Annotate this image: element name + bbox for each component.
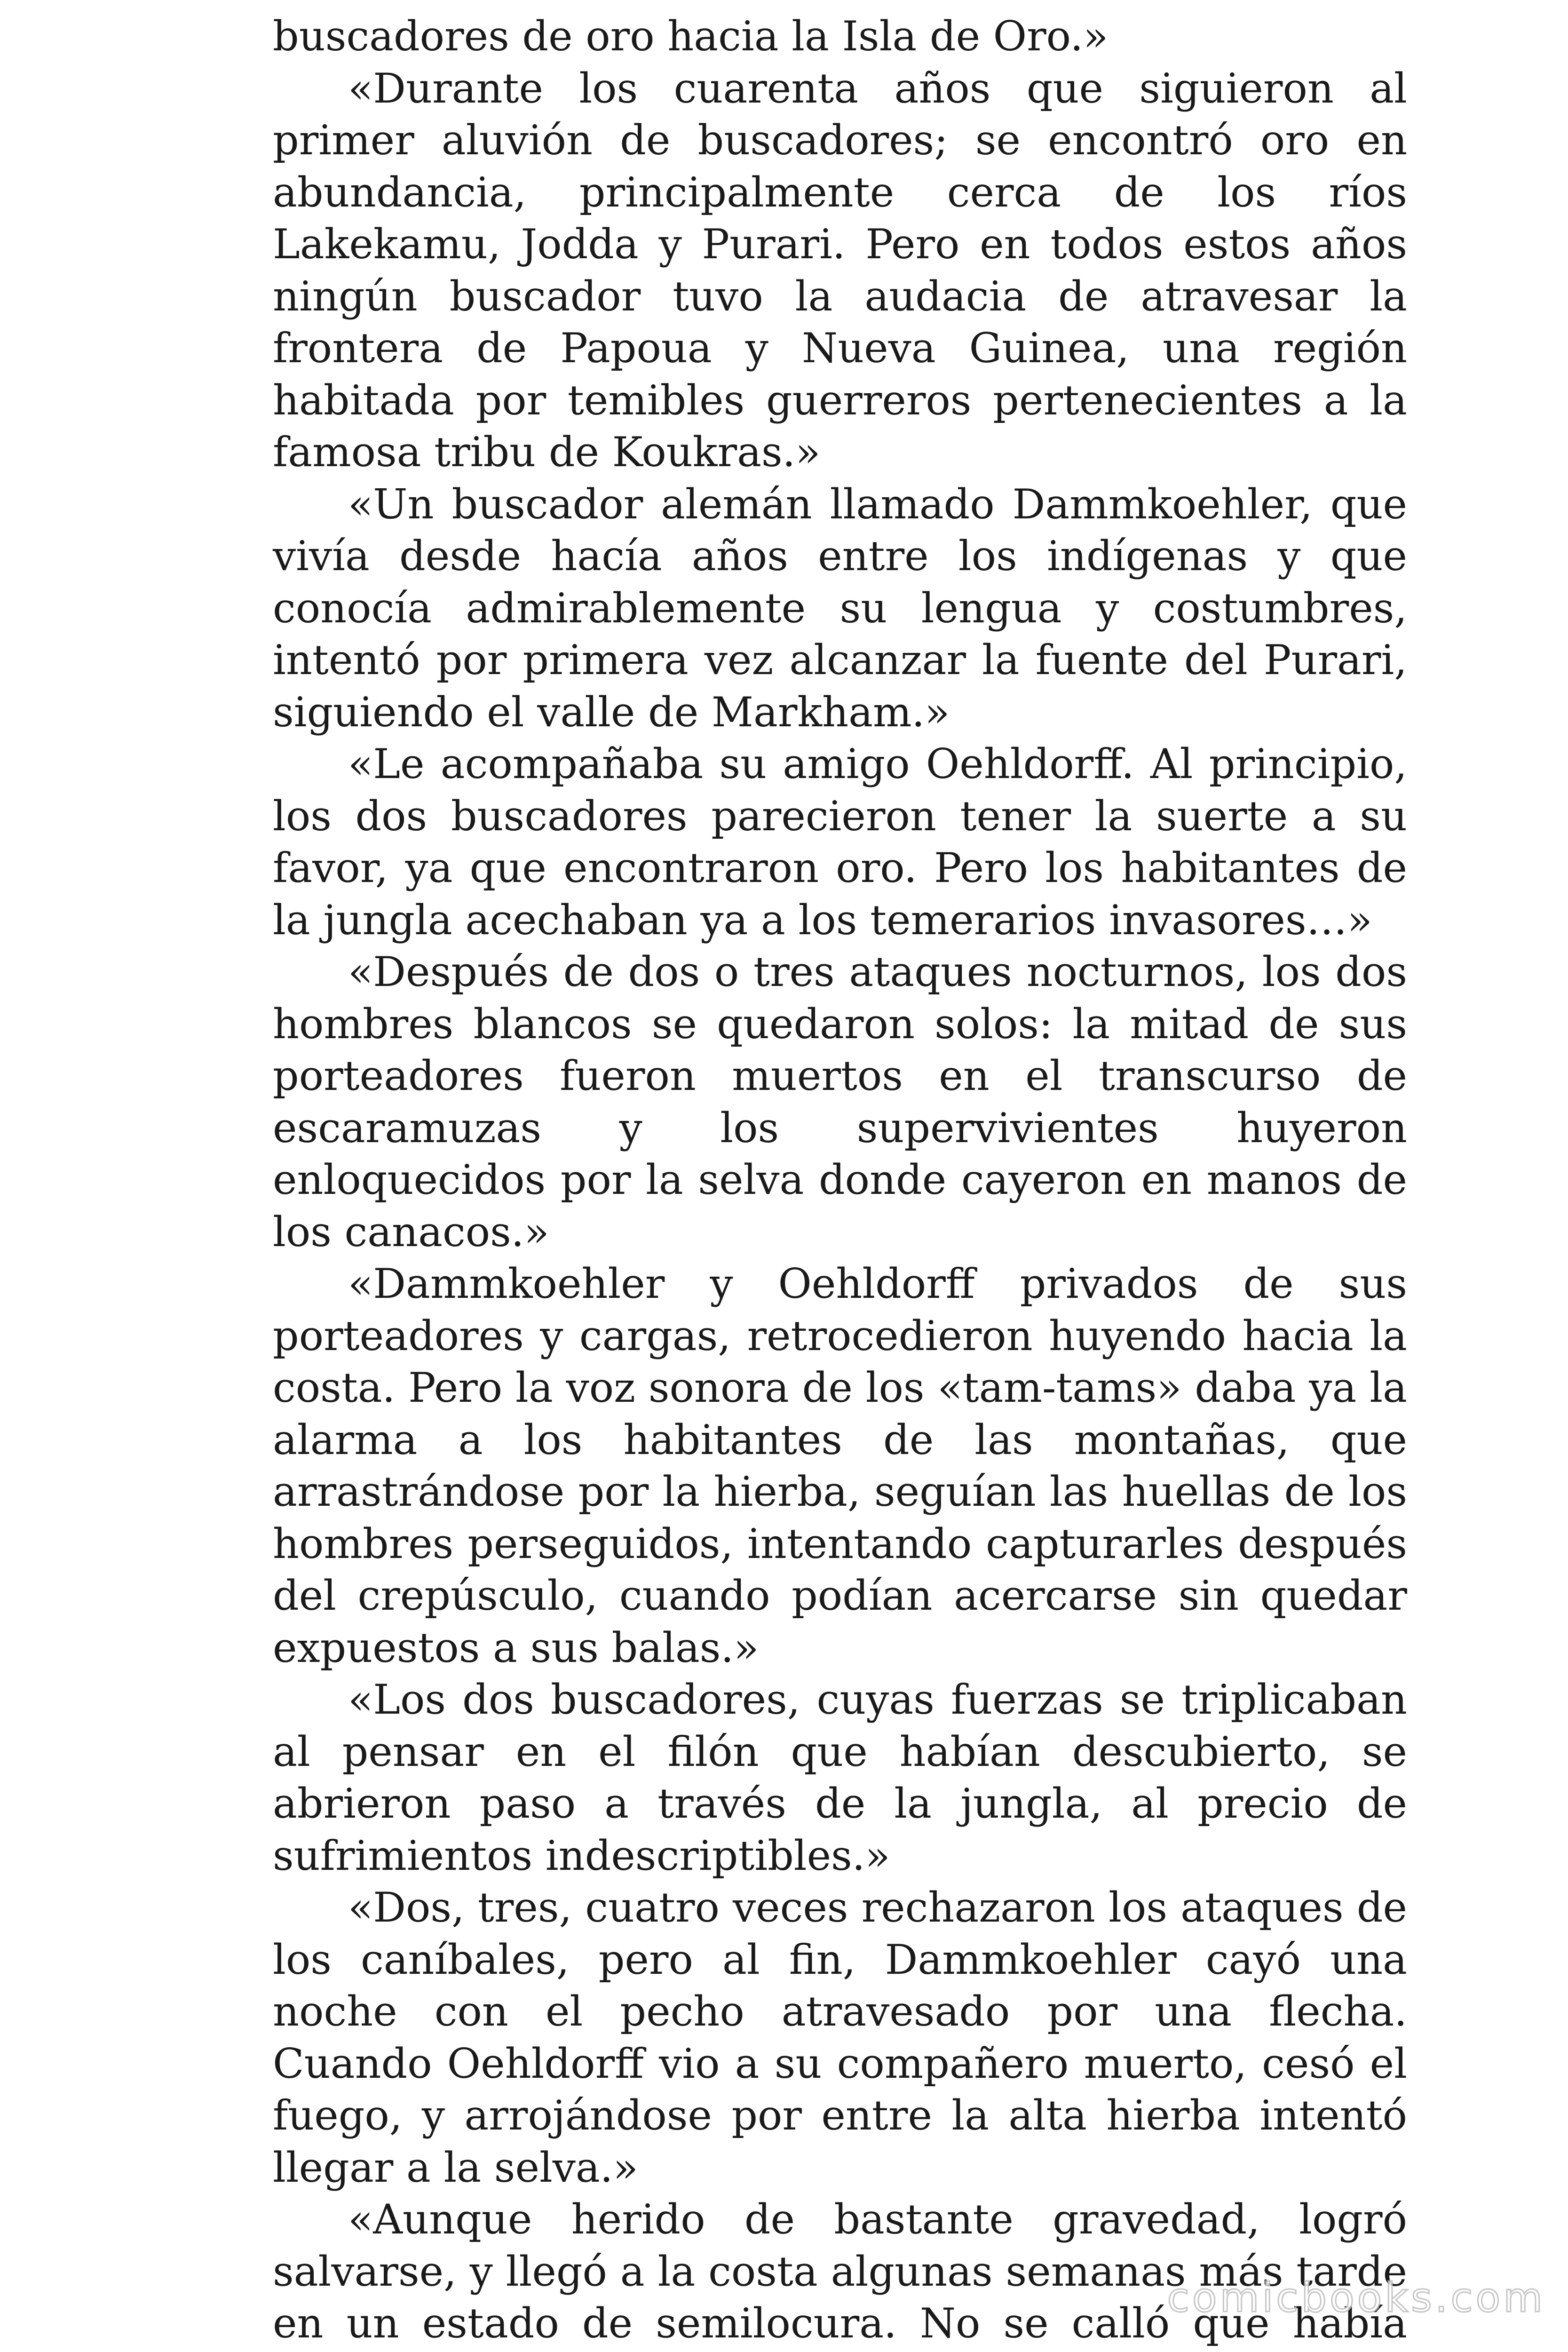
paragraph: «Después de dos o tres ataques nocturnos, los dos hombres blancos se quedaron solos: la mitad de sus porteadores fueron muertos en el transcurso de escaramuzas y los supervivientes huyeron enloquecidos por la selva donde cayeron en manos de los canacos.» — [273, 948, 1407, 1256]
paragraph: «Durante los cuarenta años que siguieron al primer aluvión de buscadores; se encontró oro en abundancia, principalmente cerca de los ríos Lakekamu, Jodda y Purari. Pero en todos estos años ningún buscador tuvo la audacia de atravesar la frontera de Papoua y Nueva Guinea, una región habitada por temibles guerreros pertenecientes a la famosa tribu de Koukras.» — [273, 64, 1407, 476]
paragraph: buscadores de oro hacia la Isla de Oro.» — [273, 12, 1109, 60]
paragraph: «Un buscador alemán llamado Dammkoehler, que vivía desde hacía años entre los indígenas y que conocía admirablemente su lengua y costumbres, intentó por primera vez alcanzar la fuente del Purari, siguiendo el valle de Markham.» — [273, 480, 1407, 736]
paragraph: «Los dos buscadores, cuyas fuerzas se triplicaban al pensar en el filón que habían descubierto, se abrieron paso a través de la jungla, al precio de sufrimientos indescriptibles.» — [273, 1676, 1407, 1880]
paragraph: «Aunque herido de bastante gravedad, logró salvarse, y llegó a la costa algunas semanas más tarde en un estado de semilocura. No se calló que había — [273, 2195, 1407, 2347]
paragraph: «Le acompañaba su amigo Oehldorff. Al principio, los dos buscadores parecieron tener la suerte a su favor, ya que encontraron oro. Pero los habitantes de la jungla acechaban ya a los temerarios invasores…» — [273, 740, 1407, 944]
page-text — [273, 10, 1407, 2352]
paragraph: «Dammkoehler y Oehldorff privados de sus porteadores y cargas, retrocedieron huyendo hacia la costa. Pero la voz sonora de los «tam-tams» daba ya la alarma a los habitantes de las montañas, que arrastrándose por la hierba, seguían las huellas de los hombres perseguidos, intentando capturarles después del crepúsculo, cuando podían acercarse sin quedar expuestos a sus balas.» — [273, 1260, 1407, 1672]
watermark: comicbooks.com — [1167, 2274, 1545, 2321]
paragraph: «Dos, tres, cuatro veces rechazaron los ataques de los caníbales, pero al fin, Dammkoehler cayó una noche con el pecho atravesado por una flecha. Cuando Oehldorff vio a su compañero muerto, cesó el fuego, y arrojándose por entre la alta hierba intentó llegar a la selva.» — [273, 1883, 1407, 2192]
